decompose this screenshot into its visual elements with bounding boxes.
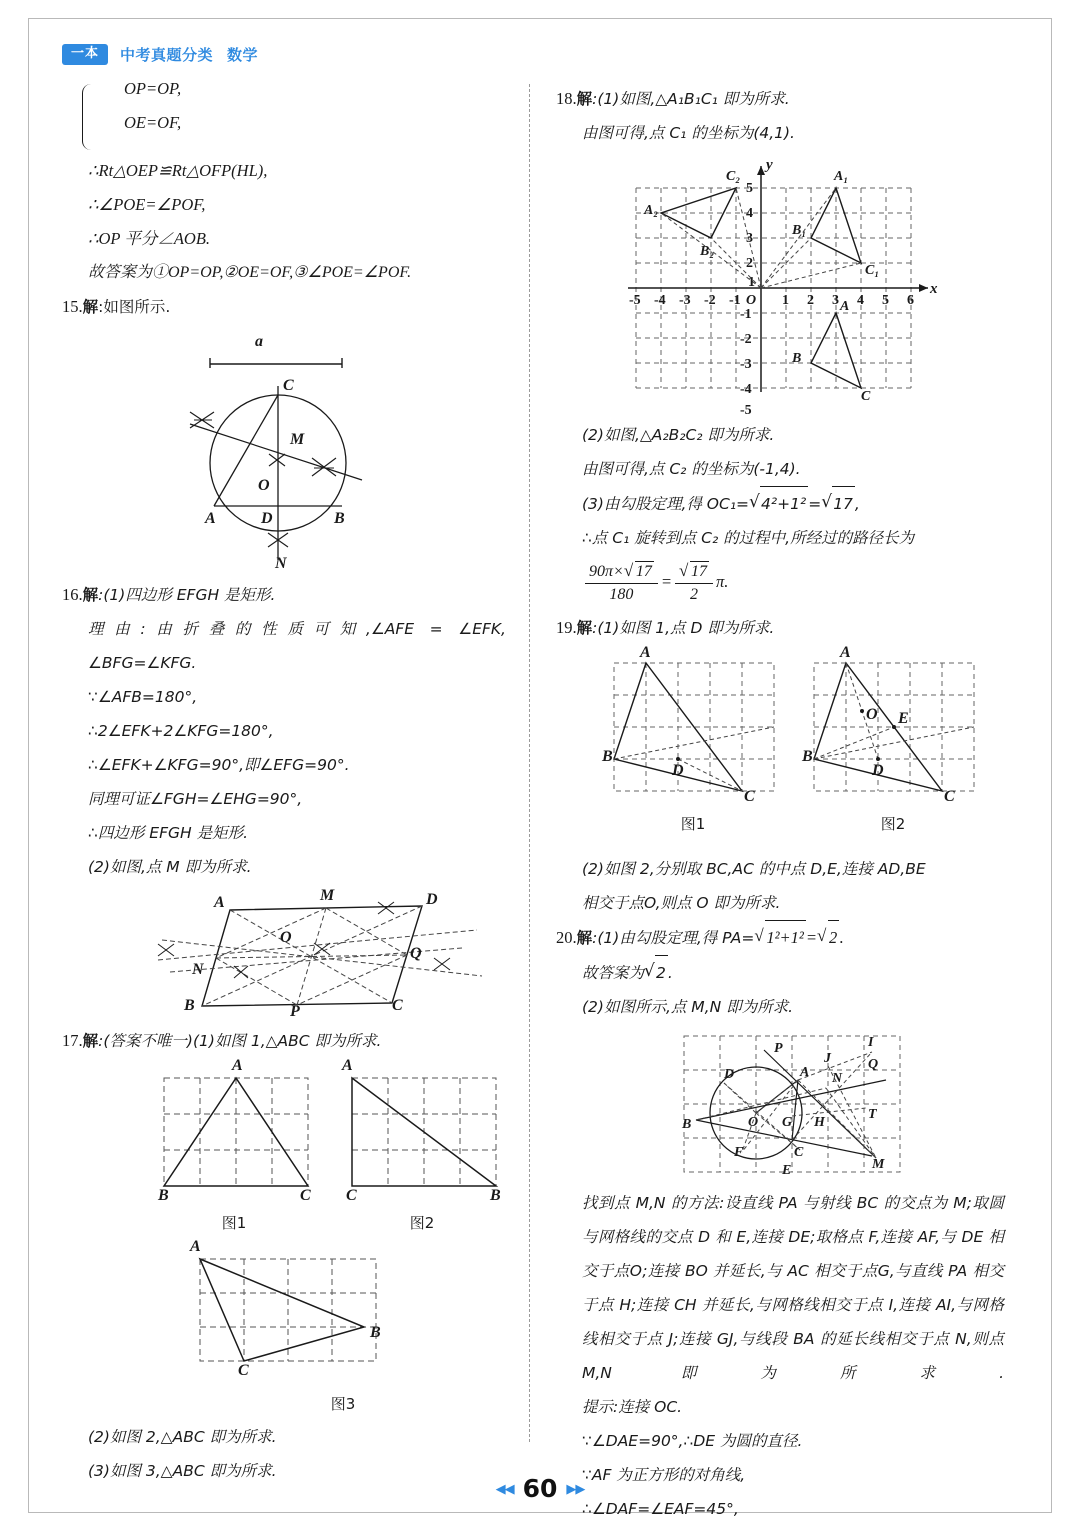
- q16-number: 16.: [62, 585, 83, 604]
- q19f1-A: A: [640, 644, 651, 661]
- q17-fig1-grid: [154, 1068, 314, 1192]
- y-tick--1: -1: [740, 307, 752, 322]
- q17-fig3-grid: [190, 1247, 390, 1377]
- q16-heading: [62, 578, 514, 612]
- q19-fig2-caption: 图2: [880, 815, 906, 833]
- q20-Q: Q: [868, 1057, 879, 1072]
- q17-fig1: [154, 1057, 314, 1233]
- proof-line-3: ∴OP 平分∠AOB.: [88, 229, 211, 248]
- q15-heading: [62, 290, 514, 324]
- segment-a-label: a: [255, 333, 263, 350]
- q18-frac1-bot: 180: [609, 586, 634, 604]
- q20-G: G: [782, 1115, 793, 1130]
- q19f2-B: B: [802, 748, 813, 765]
- q20-hint-2: ∵∠DAE=90°,∴DE 为圆的直径.: [582, 1432, 803, 1450]
- f3-point-B: B: [370, 1324, 381, 1341]
- q18-frac2-sqrt-body: 17: [690, 561, 709, 582]
- q20-sqrt-3: [644, 955, 668, 990]
- q18-coordinate-diagram: [616, 152, 946, 392]
- q20-jie: 解: [576, 929, 593, 947]
- q20-A: A: [800, 1065, 810, 1080]
- f2-point-A: A: [342, 1057, 353, 1074]
- q17-number: 17.: [62, 1031, 83, 1050]
- q20-hint-3: ∵AF 为正方形的对角线,: [582, 1466, 746, 1484]
- q16-line-5: ∴2∠EFK+2∠KFG=180°,: [88, 722, 274, 740]
- equation-system: [62, 79, 514, 154]
- par-point-O: O: [280, 929, 292, 946]
- q17-fig2: [342, 1057, 502, 1233]
- q17-fig3: [190, 1238, 514, 1414]
- q18-sqrt-2-body: 17: [832, 486, 855, 521]
- q18-fraction-2: [675, 561, 713, 606]
- par-point-Q: Q: [410, 945, 422, 962]
- point-D-label: D: [261, 510, 273, 527]
- x-tick-3: 3: [832, 293, 839, 308]
- q18-heading: [556, 82, 1008, 116]
- q18-sqrt-1-body: 4²+1²: [760, 486, 808, 521]
- x-tick-6: 6: [907, 293, 914, 308]
- q20-I: I: [868, 1035, 874, 1050]
- q19f1-B: B: [602, 748, 613, 765]
- q18-line-6: ∴点 C₁ 旋转到点 C₂ 的过程中,所经过的路径长为: [582, 529, 915, 547]
- q16-diagram: [62, 888, 514, 1018]
- f2-point-C: C: [346, 1187, 357, 1204]
- q19f2-D: D: [872, 762, 884, 779]
- q19-fig2-grid: [804, 649, 982, 799]
- y-tick-2: 2: [746, 256, 753, 271]
- q20-circle-grid-diagram: [676, 1028, 936, 1178]
- q20-F: F: [734, 1145, 744, 1160]
- q18-jie: 解: [576, 90, 593, 108]
- f1-point-A: A: [232, 1057, 243, 1074]
- q20-figure: [676, 1028, 1008, 1178]
- q20-sqrt-1-body: 1²+1²: [765, 920, 806, 955]
- q19-fig1: [602, 644, 782, 834]
- f3-point-C: C: [238, 1362, 249, 1379]
- q15-figure: [62, 328, 514, 576]
- point-B-label: B: [334, 510, 345, 527]
- system-line-1: OP=OP,: [124, 79, 182, 98]
- header-title-main: 中考真题分类: [120, 46, 214, 65]
- q20-line-2: [582, 955, 1008, 990]
- y-tick--3: -3: [740, 357, 752, 372]
- q18-frac1-coef: 90π×: [589, 562, 624, 580]
- brand-badge: 一本: [62, 44, 108, 65]
- q18-sqrt-1: [749, 486, 808, 521]
- q17-line-2: (2)如图 2,△ABC 即为所求.: [88, 1428, 277, 1446]
- q20-number: 20.: [556, 928, 577, 947]
- q18-figure: [616, 152, 1008, 418]
- q19f2-A: A: [840, 644, 851, 661]
- q20-hint-4: ∴∠DAF=∠EAF=45°,: [582, 1500, 739, 1518]
- q18-line-2: 由图可得,点 C₁ 的坐标为(4,1).: [582, 124, 795, 142]
- q19-line-3: 相交于点O,则点 O 即为所求.: [582, 894, 781, 912]
- q15-diagram: [62, 328, 514, 576]
- x-tick--5: -5: [629, 293, 641, 308]
- tri-point-C1: C₁: [865, 263, 880, 278]
- page-header: [62, 44, 258, 65]
- q20-T: T: [868, 1107, 877, 1122]
- q20-D: D: [724, 1067, 735, 1082]
- q18-fraction-1: [585, 561, 658, 606]
- f1-point-B: B: [158, 1187, 169, 1204]
- q15-jie: 解: [82, 298, 99, 316]
- q20-l2-pre: 故答案为: [582, 964, 645, 982]
- header-title-subject: 数学: [227, 46, 259, 65]
- q16-figure: [62, 888, 514, 1018]
- q20-O: O: [748, 1115, 759, 1130]
- par-point-C: C: [392, 997, 403, 1014]
- x-tick--4: -4: [654, 293, 666, 308]
- point-A-label: A: [205, 510, 216, 527]
- q20-line-3: (2)如图所示,点 M,N 即为所求.: [582, 998, 794, 1016]
- q20-N: N: [832, 1071, 843, 1086]
- proof-line-2: ∴∠POE=∠POF,: [88, 195, 206, 214]
- q18-line-3: (2)如图,△A₂B₂C₂ 即为所求.: [582, 426, 775, 444]
- tri-point-A: A: [840, 299, 850, 314]
- y-tick-5: 5: [746, 181, 753, 196]
- q17-fig2-grid: [342, 1068, 502, 1192]
- f2-point-B: B: [490, 1187, 501, 1204]
- y-axis-label: y: [766, 157, 773, 173]
- q19-line-2: (2)如图 2,分别取 BC,AC 的中点 D,E,连接 AD,BE: [582, 860, 926, 878]
- proof-line-1: ∴Rt△OEP≌Rt△OFP(HL),: [88, 161, 268, 180]
- q20-hint-1: 提示:连接 OC.: [582, 1398, 683, 1416]
- q20-paragraph: 找到点 M,N 的方法:设直线 PA 与射线 BC 的交点为 M;取圆与网格线的交点 D 和 E,连接 DE;取格点 F,连接 AF,与 DE 相交于点O;连接 BO 并延长,与 AC 相交于点G,与直线 PA 相交于点 H;连接 CH 并延长,与网格线相交于点 I,连接 AI,与网格线相交于点 J;连接 GJ,与线段 BA 的延长线相交于点 N,则点 M,N 即为所求.: [582, 1194, 1004, 1382]
- q19f2-O: O: [866, 706, 878, 723]
- q18-line-7: [582, 555, 1008, 609]
- point-N-label: N: [275, 555, 287, 572]
- f1-point-C: C: [300, 1187, 311, 1204]
- q18-number: 18.: [556, 89, 577, 108]
- q20-E: E: [782, 1163, 792, 1178]
- q16-line-2: 理由:由折叠的性质可知,∠AFE = ∠EFK,: [88, 620, 506, 638]
- q16-line-9: (2)如图,点 M 即为所求.: [88, 858, 252, 876]
- q17-fig3-caption: 图3: [330, 1395, 356, 1413]
- f3-point-A: A: [190, 1238, 201, 1255]
- tri-point-C2: C₂: [726, 169, 741, 184]
- q20-l2-post: .: [667, 964, 673, 982]
- q16-line-4: ∵∠AFB=180°,: [88, 688, 198, 706]
- q19-fig1-caption: 图1: [680, 815, 706, 833]
- q19f2-C: C: [944, 788, 955, 805]
- page-number: 60: [522, 1474, 558, 1503]
- q18-line-1: :(1)如图,△A₁B₁C₁ 即为所求.: [592, 90, 790, 108]
- q18-sqrt-2: [821, 486, 855, 521]
- point-O-label: O: [258, 477, 270, 494]
- q18-l5-mid: =: [808, 495, 822, 513]
- q20-P: P: [774, 1041, 783, 1056]
- q17-line-3: (3)如图 3,△ABC 即为所求.: [88, 1462, 277, 1480]
- column-divider: [529, 84, 530, 1442]
- q18-frac2-top: [675, 561, 713, 584]
- origin-label: O: [746, 293, 757, 308]
- header-title: [120, 44, 258, 65]
- q20-sqrt-2: [817, 920, 839, 955]
- x-tick-4: 4: [857, 293, 864, 308]
- tri-point-B2: B₂: [700, 244, 715, 259]
- tri-point-A1: A₁: [834, 169, 849, 184]
- tri-point-B1: B₁: [792, 223, 807, 238]
- x-tick--2: -2: [704, 293, 716, 308]
- q20-J: J: [824, 1051, 831, 1066]
- q19f1-D: D: [672, 762, 684, 779]
- par-point-A: A: [214, 894, 225, 911]
- point-C-label: C: [283, 377, 294, 394]
- q19-jie: 解: [576, 619, 593, 637]
- prev-page-arrows[interactable]: ◀◀: [495, 1480, 514, 1496]
- q20-C: C: [794, 1145, 804, 1160]
- y-tick--4: -4: [740, 382, 752, 397]
- q19-fig2: [802, 644, 982, 834]
- q17-line-1: :(答案不唯一)(1)如图 1,△ABC 即为所求.: [98, 1032, 382, 1050]
- page-footer: [0, 1474, 1080, 1503]
- x-axis-label: x: [930, 281, 938, 297]
- q15-number: 15.: [62, 297, 83, 316]
- q17-fig1-caption: 图1: [221, 1214, 247, 1232]
- q17-figure-row: [154, 1057, 514, 1233]
- q18-l5-post: ,: [854, 495, 860, 513]
- y-tick-1: 1: [748, 275, 755, 290]
- q19-figure-row: [602, 644, 1008, 834]
- q18-line-4: 由图可得,点 C₂ 的坐标为(-1,4).: [582, 460, 801, 478]
- y-tick-3: 3: [746, 231, 753, 246]
- q17-jie: 解: [82, 1032, 99, 1050]
- q20-M: M: [872, 1157, 885, 1172]
- q16-line-1: :(1)四边形 EFGH 是矩形.: [98, 586, 276, 604]
- q20-heading: [556, 920, 1008, 955]
- par-point-N: N: [192, 961, 204, 978]
- x-tick--1: -1: [729, 293, 741, 308]
- y-tick--2: -2: [740, 332, 752, 347]
- q15-text: :如图所示.: [98, 298, 171, 316]
- q16-line-6: ∴∠EFK+∠KFG=90°,即∠EFG=90°.: [88, 756, 350, 774]
- q17-heading: [62, 1024, 514, 1058]
- tri-point-B: B: [792, 351, 802, 366]
- q16-jie: 解: [82, 586, 99, 604]
- q19f2-E: E: [898, 710, 909, 727]
- q16-line-7: 同理可证∠FGH=∠EHG=90°,: [88, 790, 303, 808]
- par-point-M: M: [320, 887, 335, 904]
- tri-point-C: C: [861, 389, 871, 404]
- q18-frac1-top: [585, 561, 658, 584]
- next-page-arrows[interactable]: ▶▶: [566, 1480, 585, 1496]
- q18-line-5: [582, 486, 1008, 521]
- par-point-D: D: [426, 891, 438, 908]
- q20-l1-mid: =: [805, 928, 818, 947]
- q20-B: B: [682, 1117, 692, 1132]
- q18-frac-eq: =: [660, 572, 672, 591]
- proof-line-4: 故答案为①OP=OP,②OE=OF,③∠POE=∠POF.: [88, 264, 412, 281]
- q18-frac2-sqrt: [679, 561, 709, 582]
- q18-frac1-sqrt-body: 17: [635, 561, 654, 582]
- q20-l1-pre: :(1)由勾股定理,得 PA=: [592, 929, 755, 947]
- system-line-2: OE=OF,: [124, 113, 182, 132]
- x-tick--3: -3: [679, 293, 691, 308]
- right-column: [556, 82, 1008, 1526]
- x-tick-1: 1: [782, 293, 789, 308]
- left-column: [62, 79, 514, 1488]
- q18-frac2-bot: 2: [689, 586, 698, 604]
- brace-bracket: [82, 84, 94, 150]
- q19f1-C: C: [744, 788, 755, 805]
- q20-sqrt-1: [754, 920, 806, 955]
- y-tick-4: 4: [746, 206, 753, 221]
- q20-l1-post: .: [839, 928, 844, 947]
- q19-line-1: :(1)如图 1,点 D 即为所求.: [592, 619, 775, 637]
- q18-l5-pre: (3)由勾股定理,得 OC₁=: [582, 495, 750, 513]
- q20-H: H: [814, 1115, 825, 1130]
- q20-sqrt-2-body: 2: [828, 920, 839, 955]
- par-point-P: P: [290, 1003, 300, 1020]
- q19-number: 19.: [556, 618, 577, 637]
- q19-heading: [556, 611, 1008, 645]
- q16-line-8: ∴四边形 EFGH 是矩形.: [88, 824, 249, 842]
- q20-sqrt-3-body: 2: [655, 955, 668, 990]
- point-M-label: M: [290, 431, 305, 448]
- y-tick--5: -5: [740, 403, 752, 418]
- x-tick-5: 5: [882, 293, 889, 308]
- q18-frac-tail: π.: [715, 572, 729, 591]
- x-tick-2: 2: [807, 293, 814, 308]
- tri-point-A2: A₂: [644, 203, 659, 218]
- par-point-B: B: [184, 997, 195, 1014]
- q17-fig2-caption: 图2: [409, 1214, 435, 1232]
- q19-fig1-grid: [604, 649, 782, 799]
- q18-frac1-sqrt: [624, 561, 654, 582]
- q16-line-3: ∠BFG=∠KFG.: [88, 654, 197, 672]
